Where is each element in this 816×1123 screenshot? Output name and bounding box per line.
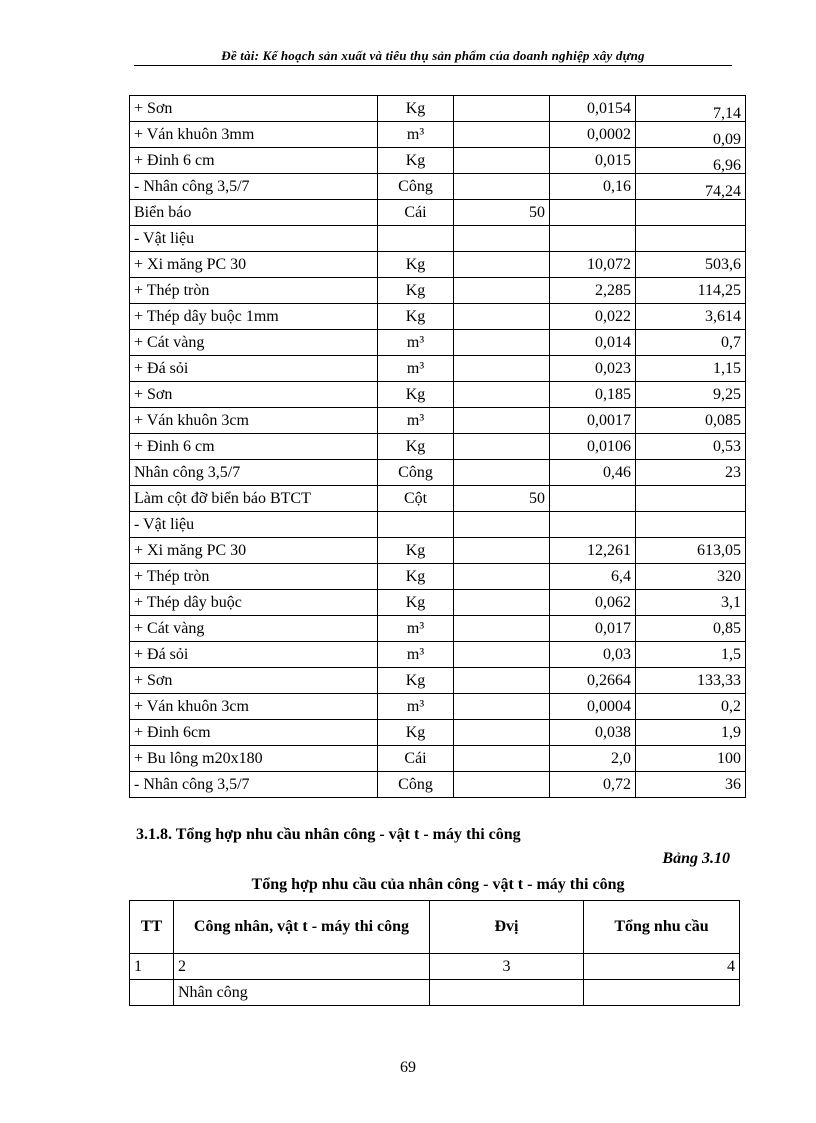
item-name-cell: + Thép dây buộc 1mm	[130, 304, 378, 330]
unit-cell: m³	[378, 642, 454, 668]
table-label: Bảng 3.10	[662, 850, 730, 867]
norm-cell: 0,0002	[550, 122, 636, 148]
unit-cell: m³	[378, 616, 454, 642]
total-cell: 1,15	[636, 356, 746, 382]
item-name-cell: + Cát vàng	[130, 330, 378, 356]
unit-cell: Công	[378, 174, 454, 200]
unit-cell: Cái	[378, 200, 454, 226]
total-cell: 0,7	[636, 330, 746, 356]
total-cell: 320	[636, 564, 746, 590]
norm-cell: 0,014	[550, 330, 636, 356]
norm-cell: 0,46	[550, 460, 636, 486]
norm-cell: 12,261	[550, 538, 636, 564]
total-cell: 1,5	[636, 642, 746, 668]
total-cell: 0,53	[636, 434, 746, 460]
item-name-cell: + Cát vàng	[130, 616, 378, 642]
total-cell: 3,1	[636, 590, 746, 616]
total-cell: 133,33	[636, 668, 746, 694]
quantity-cell	[454, 460, 550, 486]
table-row	[130, 252, 746, 278]
total-cell	[636, 122, 746, 148]
norm-cell: 0,062	[550, 590, 636, 616]
total-cell: 613,05	[636, 538, 746, 564]
item-name-cell: Nhân công 3,5/7	[130, 460, 378, 486]
summary-cell	[130, 980, 174, 1006]
norm-cell: 0,0154	[550, 96, 636, 122]
summary-cell: 1	[130, 954, 174, 980]
total-cell: 23	[636, 460, 746, 486]
summary-cell: 2	[174, 954, 430, 980]
norm-cell: 0,16	[550, 174, 636, 200]
item-name-cell: + Đá sỏi	[130, 356, 378, 382]
quantity-cell	[454, 382, 550, 408]
table-row	[130, 382, 746, 408]
norm-cell	[550, 200, 636, 226]
norm-cell	[550, 512, 636, 538]
quantity-cell: 50	[454, 486, 550, 512]
total-cell: 3,614	[636, 304, 746, 330]
unit-cell: Cột	[378, 486, 454, 512]
item-name-cell: Làm cột đỡ biển báo BTCT	[130, 486, 378, 512]
summary-cell	[430, 980, 584, 1006]
table-row	[130, 356, 746, 382]
total-cell: 0,085	[636, 408, 746, 434]
table-row	[130, 538, 746, 564]
total-cell: 36	[636, 772, 746, 798]
unit-cell: Kg	[378, 590, 454, 616]
norm-cell: 0,2664	[550, 668, 636, 694]
summary-table	[129, 900, 740, 1006]
summary-cell: 4	[584, 954, 740, 980]
table-row	[130, 174, 746, 200]
total-cell: 0,2	[636, 694, 746, 720]
norm-cell: 0,185	[550, 382, 636, 408]
item-name-cell: + Thép tròn	[130, 564, 378, 590]
table-row	[130, 460, 746, 486]
total-value: 0,09	[713, 131, 741, 148]
norm-cell: 0,017	[550, 616, 636, 642]
norm-cell: 2,285	[550, 278, 636, 304]
unit-cell: m³	[378, 356, 454, 382]
unit-cell: Kg	[378, 720, 454, 746]
quantity-cell	[454, 694, 550, 720]
table-row	[130, 694, 746, 720]
table-row	[130, 564, 746, 590]
norm-cell: 0,03	[550, 642, 636, 668]
total-cell: 1,9	[636, 720, 746, 746]
document-header: Đề tài: Kế hoạch sản xuất và tiêu thụ sản phẩm của doanh nghiệp xây dựng	[221, 48, 645, 63]
quantity-cell	[454, 278, 550, 304]
quantity-cell	[454, 746, 550, 772]
item-name-cell: + Ván khuôn 3mm	[130, 122, 378, 148]
table-row	[130, 330, 746, 356]
quantity-cell	[454, 122, 550, 148]
unit-cell: Kg	[378, 96, 454, 122]
item-name-cell: + Sơn	[130, 668, 378, 694]
table-row	[130, 122, 746, 148]
quantity-cell	[454, 590, 550, 616]
summary-row	[130, 980, 740, 1006]
total-cell	[636, 200, 746, 226]
section-heading: 3.1.8. Tổng hợp nhu cầu nhân công - vật t - máy thi công	[136, 826, 521, 843]
total-cell: 503,6	[636, 252, 746, 278]
unit-cell: Công	[378, 460, 454, 486]
summary-header-row	[130, 901, 740, 954]
quantity-cell	[454, 564, 550, 590]
item-name-cell: + Đinh 6 cm	[130, 148, 378, 174]
quantity-cell	[454, 616, 550, 642]
norm-cell: 0,022	[550, 304, 636, 330]
summary-cell	[584, 980, 740, 1006]
unit-cell: Kg	[378, 668, 454, 694]
quantity-cell: 50	[454, 200, 550, 226]
unit-cell: Kg	[378, 382, 454, 408]
unit-cell: Kg	[378, 252, 454, 278]
quantity-cell	[454, 96, 550, 122]
table-row	[130, 278, 746, 304]
page-number: 69	[400, 1059, 416, 1076]
unit-cell: Công	[378, 772, 454, 798]
item-name-cell: + Xi măng PC 30	[130, 538, 378, 564]
table-row	[130, 668, 746, 694]
item-name-cell: + Sơn	[130, 96, 378, 122]
total-value: 7,14	[713, 105, 741, 122]
quantity-cell	[454, 512, 550, 538]
summary-cell: Nhân công	[174, 980, 430, 1006]
unit-cell: Kg	[378, 278, 454, 304]
total-cell	[636, 486, 746, 512]
total-cell	[636, 96, 746, 122]
total-cell	[636, 226, 746, 252]
item-name-cell: + Đá sỏi	[130, 642, 378, 668]
summary-row	[130, 954, 740, 980]
total-cell: 114,25	[636, 278, 746, 304]
total-cell	[636, 512, 746, 538]
table-row	[130, 720, 746, 746]
quantity-cell	[454, 226, 550, 252]
total-cell: 9,25	[636, 382, 746, 408]
table-row	[130, 772, 746, 798]
unit-cell: Kg	[378, 148, 454, 174]
item-name-cell: + Bu lông m20x180	[130, 746, 378, 772]
norm-cell: 0,023	[550, 356, 636, 382]
total-value: 6,96	[713, 157, 741, 174]
item-name-cell: + Ván khuôn 3cm	[130, 694, 378, 720]
unit-cell: m³	[378, 122, 454, 148]
total-cell: 0,85	[636, 616, 746, 642]
table-row	[130, 512, 746, 538]
item-name-cell: Biển báo	[130, 200, 378, 226]
quantity-cell	[454, 772, 550, 798]
norm-cell	[550, 226, 636, 252]
total-cell: 100	[636, 746, 746, 772]
table-row	[130, 434, 746, 460]
item-name-cell: + Sơn	[130, 382, 378, 408]
total-value: 74,24	[705, 183, 741, 200]
item-name-cell: + Xi măng PC 30	[130, 252, 378, 278]
item-name-cell: - Nhân công 3,5/7	[130, 772, 378, 798]
table-row	[130, 590, 746, 616]
unit-cell: Kg	[378, 564, 454, 590]
quantity-cell	[454, 356, 550, 382]
norm-cell	[550, 486, 636, 512]
item-name-cell: - Vật liệu	[130, 512, 378, 538]
table-row	[130, 304, 746, 330]
table-row	[130, 148, 746, 174]
quantity-cell	[454, 408, 550, 434]
norm-cell: 0,0004	[550, 694, 636, 720]
materials-table	[129, 95, 746, 798]
quantity-cell	[454, 252, 550, 278]
norm-cell: 10,072	[550, 252, 636, 278]
unit-cell: Kg	[378, 434, 454, 460]
unit-cell	[378, 226, 454, 252]
total-cell	[636, 174, 746, 200]
unit-cell: Kg	[378, 304, 454, 330]
unit-cell: m³	[378, 408, 454, 434]
table-title: Tổng hợp nhu cầu của nhân công - vật t - máy thi công	[251, 876, 625, 893]
norm-cell: 2,0	[550, 746, 636, 772]
quantity-cell	[454, 434, 550, 460]
item-name-cell: + Thép dây buộc	[130, 590, 378, 616]
table-row	[130, 226, 746, 252]
item-name-cell: + Đinh 6 cm	[130, 434, 378, 460]
unit-cell	[378, 512, 454, 538]
norm-cell: 0,0017	[550, 408, 636, 434]
summary-cell: 3	[430, 954, 584, 980]
table-row	[130, 96, 746, 122]
item-name-cell: - Nhân công 3,5/7	[130, 174, 378, 200]
quantity-cell	[454, 668, 550, 694]
quantity-cell	[454, 304, 550, 330]
table-row	[130, 408, 746, 434]
unit-cell: m³	[378, 694, 454, 720]
header-divider	[134, 65, 732, 66]
header-unit: Đvị	[430, 901, 584, 954]
item-name-cell: + Thép tròn	[130, 278, 378, 304]
norm-cell: 0,0106	[550, 434, 636, 460]
table-row	[130, 642, 746, 668]
norm-cell: 0,038	[550, 720, 636, 746]
unit-cell: Kg	[378, 538, 454, 564]
header-item: Công nhân, vật t - máy thi công	[174, 901, 430, 954]
quantity-cell	[454, 642, 550, 668]
quantity-cell	[454, 174, 550, 200]
norm-cell: 6,4	[550, 564, 636, 590]
total-cell	[636, 148, 746, 174]
quantity-cell	[454, 148, 550, 174]
table-row	[130, 200, 746, 226]
header-total: Tổng nhu cầu	[584, 901, 740, 954]
item-name-cell: - Vật liệu	[130, 226, 378, 252]
item-name-cell: + Ván khuôn 3cm	[130, 408, 378, 434]
quantity-cell	[454, 330, 550, 356]
quantity-cell	[454, 720, 550, 746]
table-row	[130, 746, 746, 772]
header-tt: TT	[130, 901, 174, 954]
table-row	[130, 486, 746, 512]
quantity-cell	[454, 538, 550, 564]
item-name-cell: + Đinh 6cm	[130, 720, 378, 746]
table-row	[130, 616, 746, 642]
norm-cell: 0,015	[550, 148, 636, 174]
unit-cell: Cái	[378, 746, 454, 772]
unit-cell: m³	[378, 330, 454, 356]
norm-cell: 0,72	[550, 772, 636, 798]
